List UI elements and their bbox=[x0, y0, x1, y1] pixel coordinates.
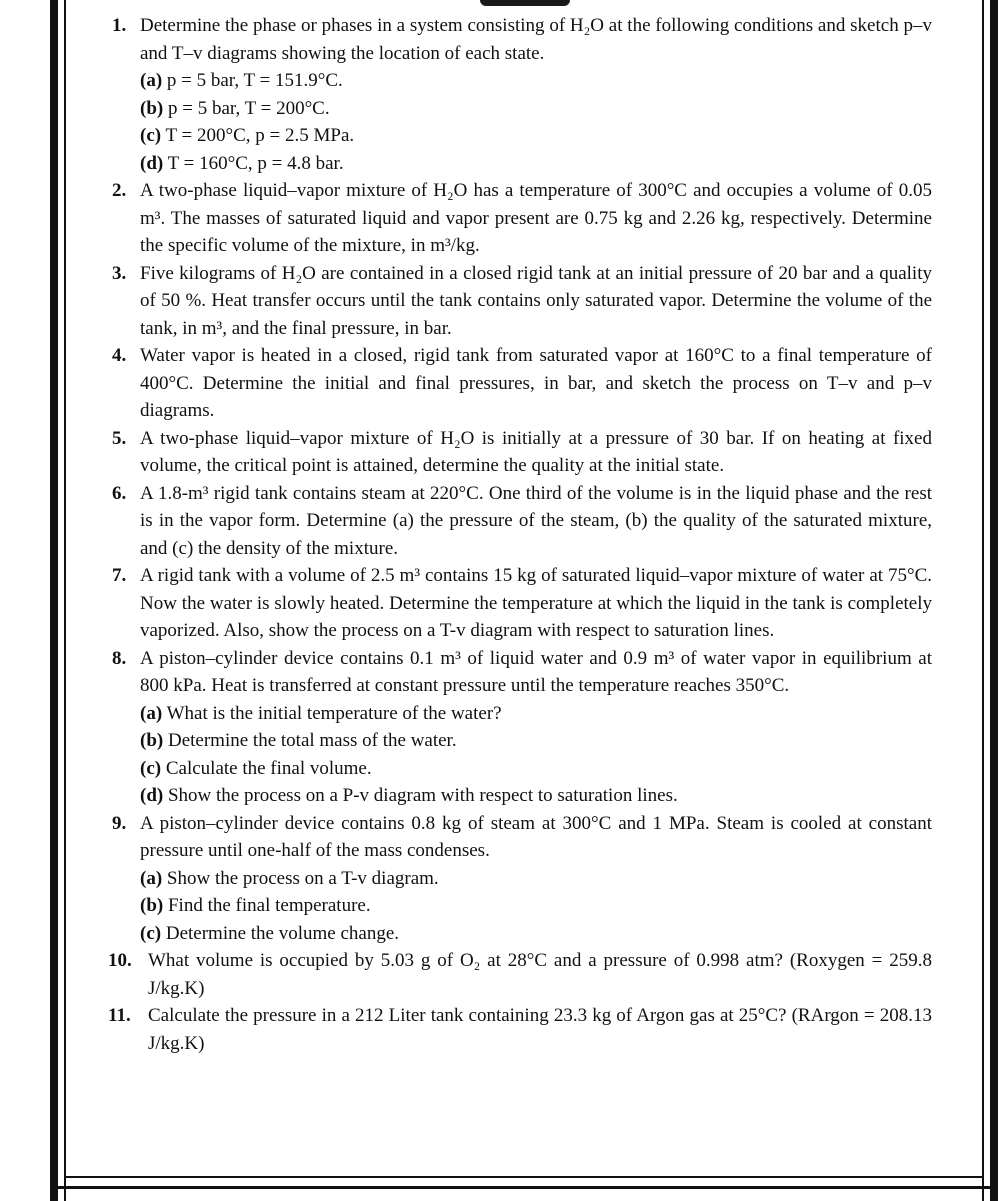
problem-number: 2. bbox=[112, 180, 127, 201]
problem-number: 9. bbox=[112, 812, 127, 834]
frame-border-left bbox=[50, 0, 58, 1201]
problem-11 bbox=[108, 1002, 932, 1057]
problem-number: 4. bbox=[112, 345, 127, 366]
problem-2 bbox=[112, 177, 932, 260]
frame-border-bottom-inner bbox=[66, 1176, 982, 1178]
problem-text: A piston–cylinder device contains 0.1 m³ of liquid water and 0.9 m³ of water vapor in equilibrium at 800 kPa. Heat is transferred at constant pressure until the temperature reaches 350°C. bbox=[140, 647, 932, 696]
problem-8 bbox=[112, 645, 932, 700]
problem-text: A 1.8-m³ rigid tank contains steam at 220°C. One third of the volume is in the liquid phase and the rest is in the vapor form. Determine (a) the pressure of the steam, (b) the quality of the saturated mixture, and (c) the density of the mixture. bbox=[140, 482, 932, 559]
problem-9-part-c: (c) Determine the volume change. bbox=[140, 922, 400, 944]
problem-text: Determine the phase or phases in a system consisting of H₂O at the following conditions and sketch p–v and T–v diagrams showing the location of each state. bbox=[140, 15, 932, 64]
problem-1-part-d: (d) T = 160°C, p = 4.8 bar. bbox=[140, 152, 344, 174]
problem-number: 1. bbox=[112, 15, 127, 36]
problem-3 bbox=[112, 260, 932, 343]
problem-number: 10. bbox=[108, 950, 132, 971]
problem-7 bbox=[112, 562, 932, 645]
problem-1 bbox=[112, 12, 932, 67]
problem-8-part-a: (a) What is the initial temperature of the water? bbox=[140, 702, 502, 724]
problem-list bbox=[108, 12, 932, 1057]
problem-text: A two-phase liquid–vapor mixture of H₂O is initially at a pressure of 30 bar. If on heating at fixed volume, the critical point is attained, determine the quality at the initial state. bbox=[140, 427, 932, 476]
frame-border-right bbox=[990, 0, 998, 1201]
problem-number: 3. bbox=[112, 262, 127, 284]
problem-text: A two-phase liquid–vapor mixture of H₂O has a temperature of 300°C and occupies a volume of 0.05 m³. The masses of saturated liquid and vapor present are 0.75 kg and 2.26 kg, respectively. Determine the specific volume of the mixture, in m³/kg. bbox=[140, 180, 932, 256]
frame-border-right-inner bbox=[982, 0, 984, 1201]
problem-8-part-b: (b) Determine the total mass of the water. bbox=[140, 730, 457, 751]
frame-border-bottom bbox=[58, 1186, 990, 1189]
frame-border-left-inner bbox=[64, 0, 66, 1201]
problem-9 bbox=[112, 810, 932, 865]
problem-text: What volume is occupied by 5.03 g of O₂ at 28°C and a pressure of 0.998 atm? (Roxygen = 259.8 J/kg.K) bbox=[148, 950, 932, 999]
problem-text: Water vapor is heated in a closed, rigid tank from saturated vapor at 160°C to a final temperature of 400°C. Determine the initial and final pressures, in bar, and sketch the process on T–v and p–v diagrams. bbox=[140, 345, 932, 421]
problem-9-part-a: (a) Show the process on a T-v diagram. bbox=[140, 867, 439, 889]
problem-6 bbox=[112, 480, 932, 563]
problem-number: 8. bbox=[112, 647, 127, 669]
problem-number: 5. bbox=[112, 427, 127, 449]
problem-text: A piston–cylinder device contains 0.8 kg of steam at 300°C and 1 MPa. Steam is cooled at constant pressure until one-half of the mass condenses. bbox=[140, 812, 932, 861]
problem-10 bbox=[108, 947, 932, 1002]
problem-number: 7. bbox=[112, 565, 127, 586]
problem-number: 11. bbox=[108, 1005, 131, 1026]
problem-4 bbox=[112, 342, 932, 425]
problem-text: Five kilograms of H₂O are contained in a closed rigid tank at an initial pressure of 20 bar and a quality of 50 %. Heat transfer occurs until the tank contains only saturated vapor. Determine the volume of the tank, in m³, and the final pressure, in bar. bbox=[140, 262, 932, 339]
problem-1-part-b: (b) p = 5 bar, T = 200°C. bbox=[140, 97, 330, 119]
problem-number: 6. bbox=[112, 482, 127, 504]
problem-9-part-b: (b) Find the final temperature. bbox=[140, 895, 371, 916]
problem-8-part-d: (d) Show the process on a P-v diagram with respect to saturation lines. bbox=[140, 785, 678, 806]
problem-5 bbox=[112, 425, 932, 480]
problem-1-part-c: (c) T = 200°C, p = 2.5 MPa. bbox=[140, 125, 355, 146]
binding-mark bbox=[480, 0, 570, 6]
problem-1-part-a: (a) p = 5 bar, T = 151.9°C. bbox=[140, 70, 343, 91]
problem-text: Calculate the pressure in a 212 Liter tank containing 23.3 kg of Argon gas at 25°C? (RArgon = 208.13 J/kg.K) bbox=[148, 1005, 932, 1054]
problem-text: A rigid tank with a volume of 2.5 m³ contains 15 kg of saturated liquid–vapor mixture of water at 75°C. Now the water is slowly heated. Determine the temperature at which the liquid in the tank is completely vaporized. Also, show the process on a T-v diagram with respect to saturation lines. bbox=[140, 565, 932, 641]
problem-8-part-c: (c) Calculate the final volume. bbox=[140, 757, 372, 779]
